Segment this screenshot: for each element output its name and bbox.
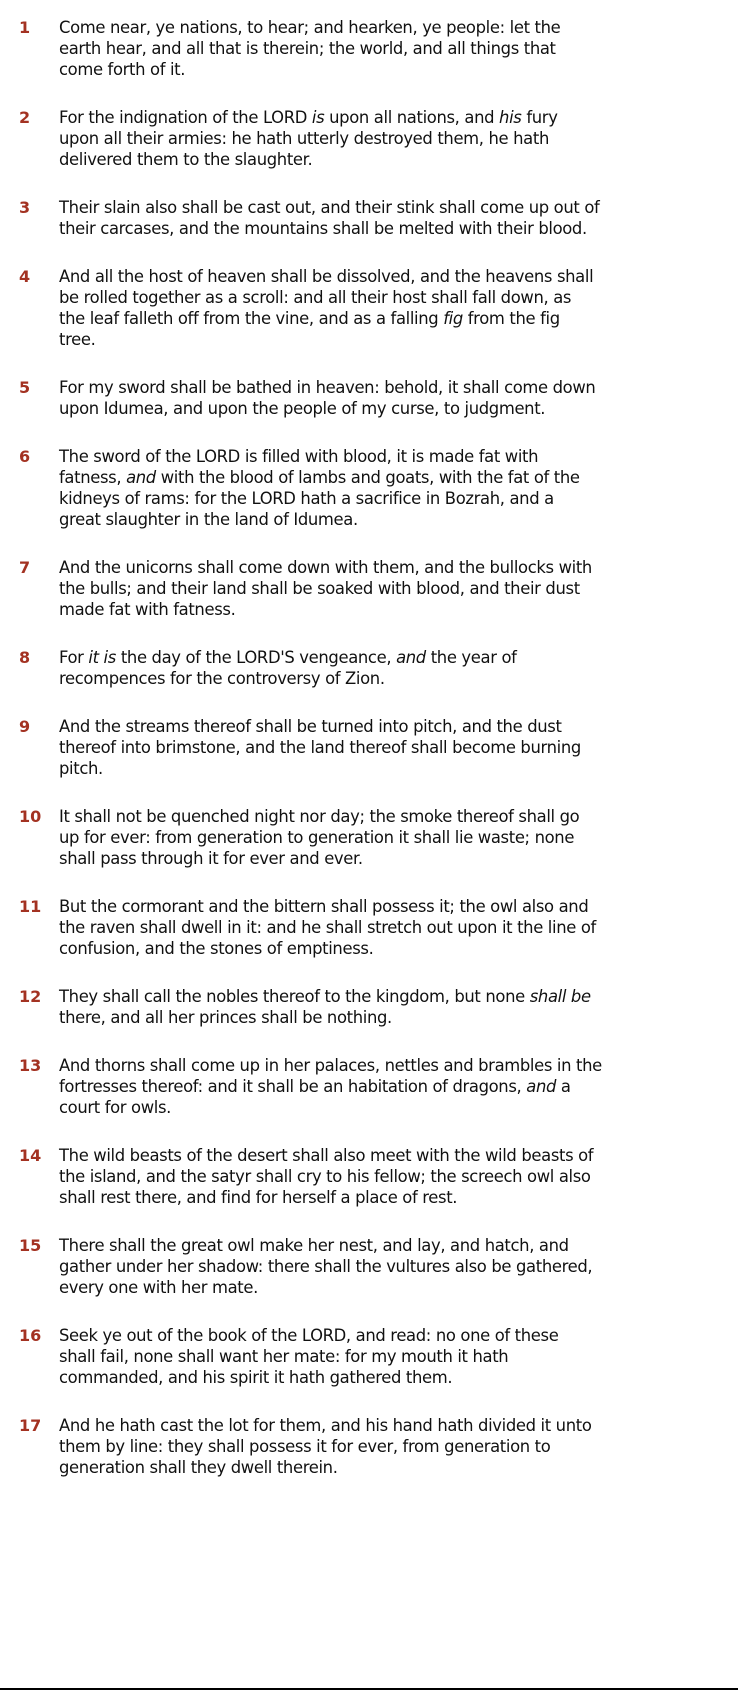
verse-line (59, 1256, 729, 1277)
verse-number: 7 (19, 558, 31, 577)
text-segment: be rolled together as a scroll: and all their host shall fall down, as (59, 288, 572, 307)
verse (0, 716, 738, 779)
verse (0, 896, 738, 959)
text-segment: They shall call the nobles thereof to the kingdom, but none (59, 987, 530, 1006)
text-segment: gather under her shadow: there shall the vultures also be gathered, (59, 1257, 593, 1276)
verse-number: 4 (19, 267, 31, 286)
text-segment: from the fig (462, 309, 560, 328)
italic-text-segment: his (499, 108, 522, 127)
verse-line (59, 647, 729, 668)
text-segment: But the cormorant and the bittern shall possess it; the owl also and (59, 897, 589, 916)
text-segment: upon all their armies: he hath utterly destroyed them, he hath (59, 129, 549, 148)
verse-text (59, 446, 729, 530)
text-segment: a (556, 1077, 571, 1096)
verse-line (59, 986, 729, 1007)
text-segment: Their slain also shall be cast out, and their stink shall come up out of (59, 198, 600, 217)
verse-line (59, 827, 729, 848)
verse-text (59, 1055, 729, 1118)
verse-number: 3 (19, 198, 31, 217)
italic-text-segment: and (126, 468, 156, 487)
verse-line (59, 287, 729, 308)
verse-line (59, 1235, 729, 1256)
verse-line (59, 1166, 729, 1187)
text-segment: with the blood of lambs and goats, with the fat of the (155, 468, 580, 487)
verse-line (59, 1457, 729, 1478)
verse-line (59, 599, 729, 620)
verse-line (59, 806, 729, 827)
verse-line (59, 1145, 729, 1166)
verse-line (59, 1346, 729, 1367)
verse-number: 12 (19, 987, 42, 1006)
verse-line (59, 149, 729, 170)
verse (0, 557, 738, 620)
verse-text (59, 806, 729, 869)
verse-line (59, 509, 729, 530)
italic-text-segment: is (311, 108, 325, 127)
verse-line (59, 668, 729, 689)
verse-line (59, 1007, 729, 1028)
text-segment: And the streams thereof shall be turned into pitch, and the dust (59, 717, 562, 736)
verse-text (59, 647, 729, 689)
verse-text (59, 986, 729, 1028)
text-segment: pitch. (59, 759, 103, 778)
verse (0, 197, 738, 239)
verse-line (59, 896, 729, 917)
verse-number: 16 (19, 1326, 42, 1345)
text-segment: shall rest there, and find for herself a place of rest. (59, 1188, 458, 1207)
text-segment: For (59, 648, 89, 667)
text-segment: them by line: they shall possess it for ever, from generation to (59, 1437, 551, 1456)
verse-line (59, 398, 729, 419)
text-segment: generation shall they dwell therein. (59, 1458, 338, 1477)
verse (0, 1055, 738, 1118)
verse-number: 1 (19, 18, 31, 37)
text-segment: every one with her mate. (59, 1278, 258, 1297)
verse-line (59, 38, 729, 59)
verse-number: 5 (19, 378, 31, 397)
verse-line (59, 758, 729, 779)
text-segment: recompences for the controversy of Zion. (59, 669, 385, 688)
text-segment: their carcases, and the mountains shall be melted with their blood. (59, 219, 587, 238)
verse-line (59, 1277, 729, 1298)
verse-line (59, 1325, 729, 1346)
text-segment: earth hear, and all that is therein; the world, and all things that (59, 39, 556, 58)
verse-line (59, 938, 729, 959)
italic-text-segment: it is (88, 648, 116, 667)
verse (0, 1415, 738, 1478)
text-segment: The wild beasts of the desert shall also meet with the wild beasts of (59, 1146, 594, 1165)
verse-text (59, 1145, 729, 1208)
text-segment: fury (521, 108, 558, 127)
verse-line (59, 17, 729, 38)
verse-line (59, 308, 729, 329)
text-segment: the bulls; and their land shall be soaked with blood, and their dust (59, 579, 580, 598)
text-segment: thereof into brimstone, and the land thereof shall become burning (59, 738, 581, 757)
text-segment: come forth of it. (59, 60, 186, 79)
verse-line (59, 1055, 729, 1076)
verse-text (59, 1325, 729, 1388)
verse-line (59, 446, 729, 467)
verse-number: 15 (19, 1236, 42, 1255)
text-segment: For the indignation of the LORD (59, 108, 312, 127)
verse-text (59, 17, 729, 80)
verse-text (59, 1415, 729, 1478)
verse-line (59, 848, 729, 869)
verse-text (59, 266, 729, 350)
verse-line (59, 1097, 729, 1118)
text-segment: Seek ye out of the book of the LORD, and read: no one of these (59, 1326, 559, 1345)
verse-line (59, 1436, 729, 1457)
verse-line (59, 218, 729, 239)
verse-number: 14 (19, 1146, 42, 1165)
verse-number: 13 (19, 1056, 42, 1075)
text-segment: court for owls. (59, 1098, 172, 1117)
verse (0, 806, 738, 869)
verse (0, 1235, 738, 1298)
verse-line (59, 266, 729, 287)
text-segment: And thorns shall come up in her palaces, nettles and brambles in the (59, 1056, 602, 1075)
verse-line (59, 917, 729, 938)
verse-line (59, 1415, 729, 1436)
text-segment: It shall not be quenched night nor day; the smoke thereof shall go (59, 807, 580, 826)
verse-line (59, 467, 729, 488)
text-segment: upon all nations, and (324, 108, 500, 127)
text-segment: commanded, and his spirit it hath gathered them. (59, 1368, 453, 1387)
text-segment: upon Idumea, and upon the people of my curse, to judgment. (59, 399, 546, 418)
verse-line (59, 1367, 729, 1388)
text-segment: made fat with fatness. (59, 600, 236, 619)
text-segment: The sword of the LORD is filled with blood, it is made fat with (59, 447, 539, 466)
text-segment: there, and all her princes shall be nothing. (59, 1008, 392, 1027)
verse-line (59, 578, 729, 599)
text-segment: the year of (425, 648, 517, 667)
italic-text-segment: shall be (529, 987, 591, 1006)
verse-line (59, 737, 729, 758)
verse-text (59, 716, 729, 779)
verse-line (59, 1187, 729, 1208)
text-segment: fatness, (59, 468, 127, 487)
verse-text (59, 107, 729, 170)
text-segment: There shall the great owl make her nest, and lay, and hatch, and (59, 1236, 569, 1255)
verse-text (59, 197, 729, 239)
verse-number: 6 (19, 447, 31, 466)
verse-line (59, 329, 729, 350)
text-segment: up for ever: from generation to generation it shall lie waste; none (59, 828, 575, 847)
text-segment: For my sword shall be bathed in heaven: behold, it shall come down (59, 378, 596, 397)
verse-line (59, 197, 729, 218)
text-segment: great slaughter in the land of Idumea. (59, 510, 358, 529)
italic-text-segment: and (526, 1077, 557, 1096)
verse (0, 377, 738, 419)
verse-line (59, 59, 729, 80)
verse-text (59, 896, 729, 959)
text-segment: delivered them to the slaughter. (59, 150, 313, 169)
text-segment: And all the host of heaven shall be dissolved, and the heavens shall (59, 267, 594, 286)
text-segment: And he hath cast the lot for them, and his hand hath divided it unto (59, 1416, 592, 1435)
verse (0, 986, 738, 1028)
text-segment: fortresses thereof: and it shall be an habitation of dragons, (59, 1077, 527, 1096)
verse-number: 10 (19, 807, 42, 826)
verse-line (59, 488, 729, 509)
verse-number: 2 (19, 108, 31, 127)
verse-number: 9 (19, 717, 31, 736)
verse (0, 647, 738, 689)
verse-line (59, 557, 729, 578)
italic-text-segment: and (396, 648, 426, 667)
verse (0, 1325, 738, 1388)
text-segment: confusion, and the stones of emptiness. (59, 939, 374, 958)
verse (0, 1145, 738, 1208)
verse-number: 8 (19, 648, 31, 667)
verse-number: 17 (19, 1416, 42, 1435)
chapter-text (0, 17, 738, 1505)
text-segment: kidneys of rams: for the LORD hath a sacrifice in Bozrah, and a (59, 489, 554, 508)
text-segment: tree. (59, 330, 96, 349)
verse-line (59, 377, 729, 398)
verse (0, 266, 738, 350)
verse (0, 446, 738, 530)
verse-number: 11 (19, 897, 42, 916)
verse (0, 17, 738, 80)
verse-line (59, 107, 729, 128)
verse-text (59, 377, 729, 419)
text-segment: And the unicorns shall come down with them, and the bullocks with (59, 558, 592, 577)
verse-text (59, 1235, 729, 1298)
verse-text (59, 557, 729, 620)
text-segment: Come near, ye nations, to hear; and hearken, ye people: let the (59, 18, 561, 37)
verse (0, 107, 738, 170)
verse-line (59, 1076, 729, 1097)
italic-text-segment: fig (443, 309, 463, 328)
text-segment: the leaf falleth off from the vine, and as a falling (59, 309, 444, 328)
verse-line (59, 716, 729, 737)
text-segment: the day of the LORD'S vengeance, (115, 648, 397, 667)
verse-line (59, 128, 729, 149)
text-segment: the raven shall dwell in it: and he shall stretch out upon it the line of (59, 918, 596, 937)
text-segment: shall pass through it for ever and ever. (59, 849, 363, 868)
text-segment: the island, and the satyr shall cry to his fellow; the screech owl also (59, 1167, 591, 1186)
text-segment: shall fail, none shall want her mate: for my mouth it hath (59, 1347, 509, 1366)
